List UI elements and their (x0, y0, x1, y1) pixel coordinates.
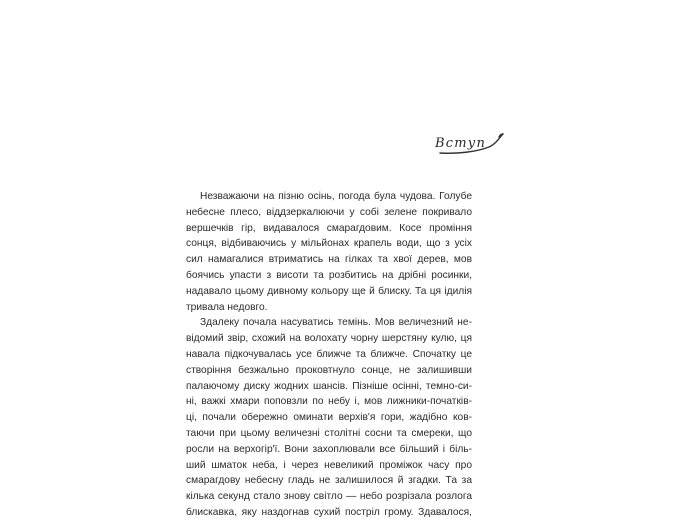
text-line-17: росли на верхогір'ї. Вони захоплювали все більший і біль- (186, 443, 472, 455)
text-line-20: кілька секунд стало знову світло — небо розрізала розлога (186, 491, 472, 503)
body-text (186, 189, 472, 521)
text-line-10: відомий звір, схожий на волохату чорну шерстяну кулю, ця (186, 333, 472, 345)
text-line-6: боячись упасти з висоти та розбитись на дрібні росинки, (186, 269, 472, 281)
text-line-2: небесне плесо, віддзеркалюючи у собі зелене покривало (186, 206, 472, 218)
text-line-1: Незважаючи на пізню осінь, погода була чудова. Голубе (200, 191, 472, 202)
chapter-title: Вступ (435, 136, 487, 151)
text-line-5: сил намагалися втриматись на гілках та хвої дерев, мов (186, 254, 472, 266)
text-line-19: смарагдову небесну гладь не залишилося й згадки. Та за (186, 475, 472, 487)
text-line-21: блискавка, яку наздогнав сухий постріл грому. Здавалося, (186, 506, 472, 518)
text-line-18: ший шматок неба, і через невеликий проміжок часу про (186, 459, 472, 471)
chapter-heading (432, 128, 514, 164)
text-line-8: тривала недовго. (186, 301, 268, 313)
text-line-14: ні, важкі хмари поповзли по небу і, мов лижники-початків- (186, 396, 472, 408)
text-line-16: таючи при цьому величезні столітні сосни та смереки, що (186, 427, 472, 439)
text-line-15: ці, почали обережно оминати верхів'я гори, жадібно ков- (186, 412, 472, 424)
text-line-4: сонця, відбиваючись у мільйонах крапель води, що з усіх (186, 238, 472, 250)
text-line-3: вершечків гір, видавалося смарагдовим. Косе проміння (186, 222, 472, 234)
text-line-13: палаючому диску жодних шансів. Пізніше осінні, темно-си- (186, 380, 472, 392)
text-line-11: навала підкочувалась усе ближче та ближче. Спочатку це (186, 348, 472, 360)
text-line-7: надавало цьому дивному кольору ще й блиску. Та ця ідилія (186, 285, 472, 297)
text-line-9: Здалеку почала насуватись темінь. Мов величезний не- (200, 317, 472, 329)
text-line-12: створіння безжально проковтнуло сонце, не залишивши (186, 364, 472, 376)
